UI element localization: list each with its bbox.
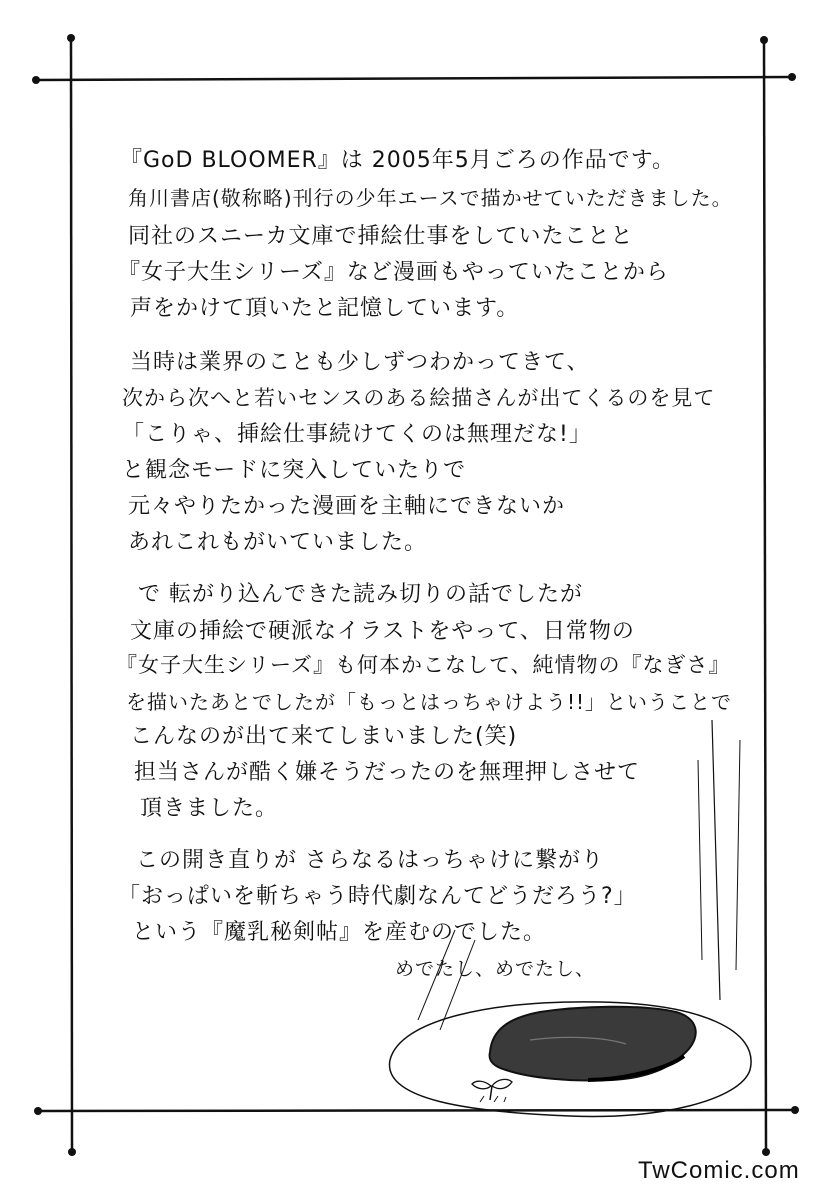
text-line-1-1: 『GoD BLOOMER』は 2005年5月ごろの作品です。 [120,148,676,173]
grass-tuft [480,1096,506,1102]
text-line-3-3: 『女子大生シリーズ』も何本かこなして、純情物の『なぎさ』 [116,653,731,677]
text-line-3-4: を描いたあとでしたが「もっとはっちゃけよう!!」ということで [126,690,733,714]
speed-line [698,760,702,960]
text-line-2-4: と観念モードに突入していたりで [122,458,467,483]
watermark: TwComic.com [638,1157,800,1184]
text-line-2-5: 元々やりたかった漫画を主軸にできないか [128,494,566,519]
text-line-2-1: 当時は業界のことも少しずつわかってきて、 [130,350,590,375]
text-line-3-6: 担当さんが酷く嫌そうだったのを無理押しさせて [134,760,641,785]
sprout-leaf-right [492,1079,512,1088]
text-line-2-3: 「こりゃ、挿絵仕事続けてくのは無理だな!」 [122,422,592,447]
speed-line [736,740,740,970]
text-line-1-2: 角川書店(敬称略)刊行の少年エースで描かせていただきました。 [128,186,733,210]
text-line-4-3: という『魔乳秘剣帖』を産むのでした。 [132,920,547,945]
speed-line [712,720,720,1000]
sprout-stem [490,1086,492,1100]
closing-phrase: めでたし、めでたし、 [395,958,596,980]
text-line-3-1: で 転がり込んできた読み切りの話でしたが [138,582,583,607]
rock [490,1007,696,1081]
text-line-1-5: 声をかけて頂いたと記憶しています。 [130,296,520,321]
text-line-2-6: あれこれもがいていました。 [128,530,428,555]
text-line-4-1: この開き直りが さらなるはっちゃけに繋がり [136,848,604,873]
rock-sprout-illustration [380,700,820,1140]
sprout-leaf-left [472,1081,491,1089]
text-line-2-2: 次から次へと若いセンスのある絵描さんが出てくるのを見て [122,386,716,410]
text-line-1-4: 『女子大生シリーズ』など漫画もやっていたことから [118,260,669,285]
text-line-3-7: 頂きました。 [140,796,279,821]
text-line-4-2: 「おっぱいを斬ちゃう時代劇なんてどうだろう?」 [118,884,637,909]
text-line-3-5: こんなのが出て来てしまいました(笑) [130,724,518,749]
text-line-1-3: 同社のスニーカ文庫で挿絵仕事をしていたことと [128,224,634,249]
text-line-3-2: 文庫の挿絵で硬派なイラストをやって、日常物の [130,619,635,644]
